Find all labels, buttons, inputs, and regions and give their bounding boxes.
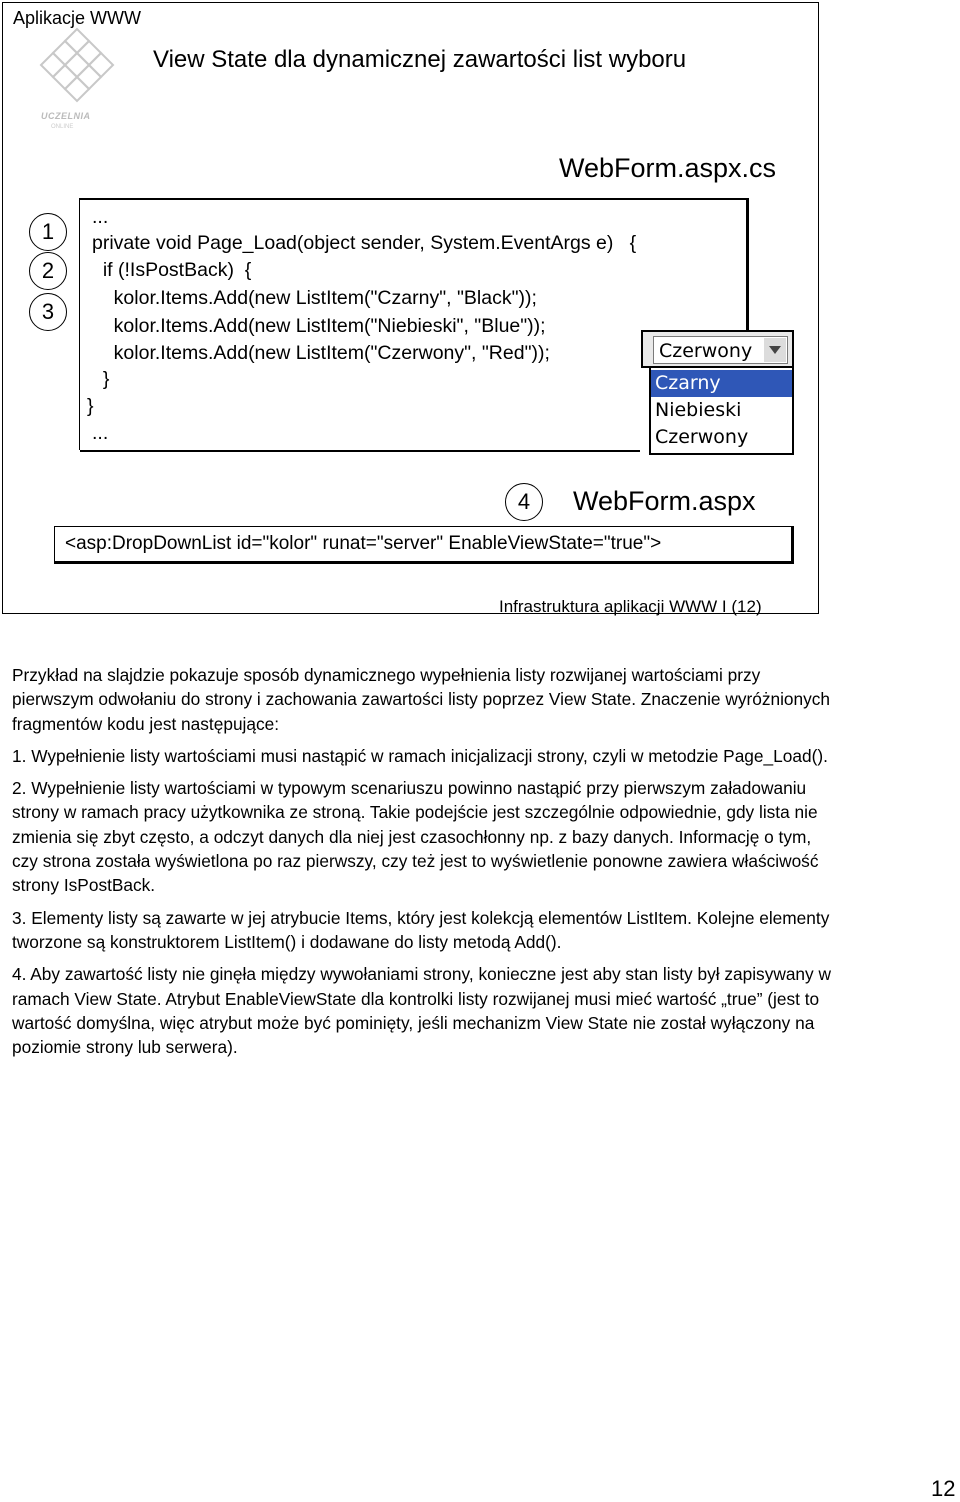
slide-title: View State dla dynamicznej zawartości list wyboru [153, 46, 687, 73]
lecture-notes [12, 663, 832, 1067]
notes-paragraph: 1. Wypełnienie listy wartościami musi nastąpić w ramach inicjalizacji strony, czyli w metodzie Page_Load(). [12, 745, 828, 766]
code-line: ... [92, 206, 109, 228]
badge-4: 4 [505, 483, 543, 521]
dropdown-option[interactable]: Niebieski [655, 399, 742, 421]
dropdown-options-list [649, 368, 794, 455]
code-line: kolor.Items.Add(new ListItem("Czerwony", "Red")); [92, 342, 550, 364]
notes-paragraph: 4. Aby zawartość listy nie ginęła między wywołaniami strony, konieczne jest aby stan listy był zapisywany w ramach View State. Atrybut EnableViewState dla kontrolki listy rozwijanej musi mieć wartość „true” (jest to wartość domyślna, więc atrybut może być pominięty, jeśli mechanizm View State nie został wyłączony na poziomie strony lub serwera). [12, 964, 831, 1058]
code-line: private void Page_Load(object sender, System.EventArgs e) { [92, 232, 637, 254]
dropdown-option[interactable]: Czarny [651, 370, 792, 397]
dropdown-option[interactable]: Czerwony [655, 426, 749, 448]
section-label: Aplikacje WWW [13, 8, 142, 28]
code-line: kolor.Items.Add(new ListItem("Niebieski", "Blue")); [92, 315, 546, 337]
color-dropdown[interactable] [653, 336, 788, 364]
code-line: kolor.Items.Add(new ListItem("Czarny", "Black")); [92, 287, 537, 309]
dropdown-screenshot [641, 330, 794, 455]
aspx-code: <asp:DropDownList id="kolor" runat="server" EnableViewState="true"> [54, 526, 794, 564]
logo-grid-icon [33, 13, 123, 113]
code-line: } [92, 368, 110, 390]
chevron-down-icon[interactable] [764, 338, 786, 362]
notes-paragraph: 3. Elementy listy są zawarte w jej atrybucie Items, który jest kolekcją elementów ListItem. Kolejne elementy tworzone są konstruktorem ListItem() i dodawane do listy metodą Add(). [12, 907, 830, 952]
badge-3: 3 [29, 293, 67, 331]
badge-2: 2 [29, 252, 67, 290]
code-line: ... [92, 422, 109, 444]
dropdown-selected-value: Czerwony [659, 340, 753, 362]
slide [2, 2, 819, 614]
code-line: if (!IsPostBack) { [92, 259, 252, 281]
file-label-cs: WebForm.aspx.cs [559, 153, 777, 183]
slide-footer: Infrastruktura aplikacji WWW I (12) [499, 597, 762, 616]
notes-paragraph: Przykład na slajdzie pokazuje sposób dynamicznego wypełnienia listy rozwijanej wartościami przy pierwszym odwołaniu do strony i zachowania zawartości listy poprzez View State. Znaczenie wyróżnionych fragmentów kodu jest następujące: [12, 665, 831, 734]
logo-subtext: ONLINE [51, 124, 74, 130]
file-label-aspx: WebForm.aspx [573, 486, 756, 516]
logo-text: UCZELNIA [41, 111, 91, 121]
code-line: } [87, 395, 94, 417]
notes-paragraph: 2. Wypełnienie listy wartościami w typowym scenariuszu powinno nastąpić przy pierwszym załadowaniu strony w ramach pracy użytkownika ze stroną. Takie podejście jest szczególnie odpowiednie, gdy lista nie zmienia się zbyt często, a odczyt danych dla niej jest czasochłonny np. z bazy danych. Informację o tym, czy strona została wyświetlona po raz pierwszy, czy też jest to wyświetlenie ponowne zawiera właściwość strony IsPostBack. [12, 778, 819, 896]
page-number: 12 [931, 1476, 956, 1501]
dropdown-frame [641, 330, 794, 368]
badge-1: 1 [29, 213, 67, 251]
